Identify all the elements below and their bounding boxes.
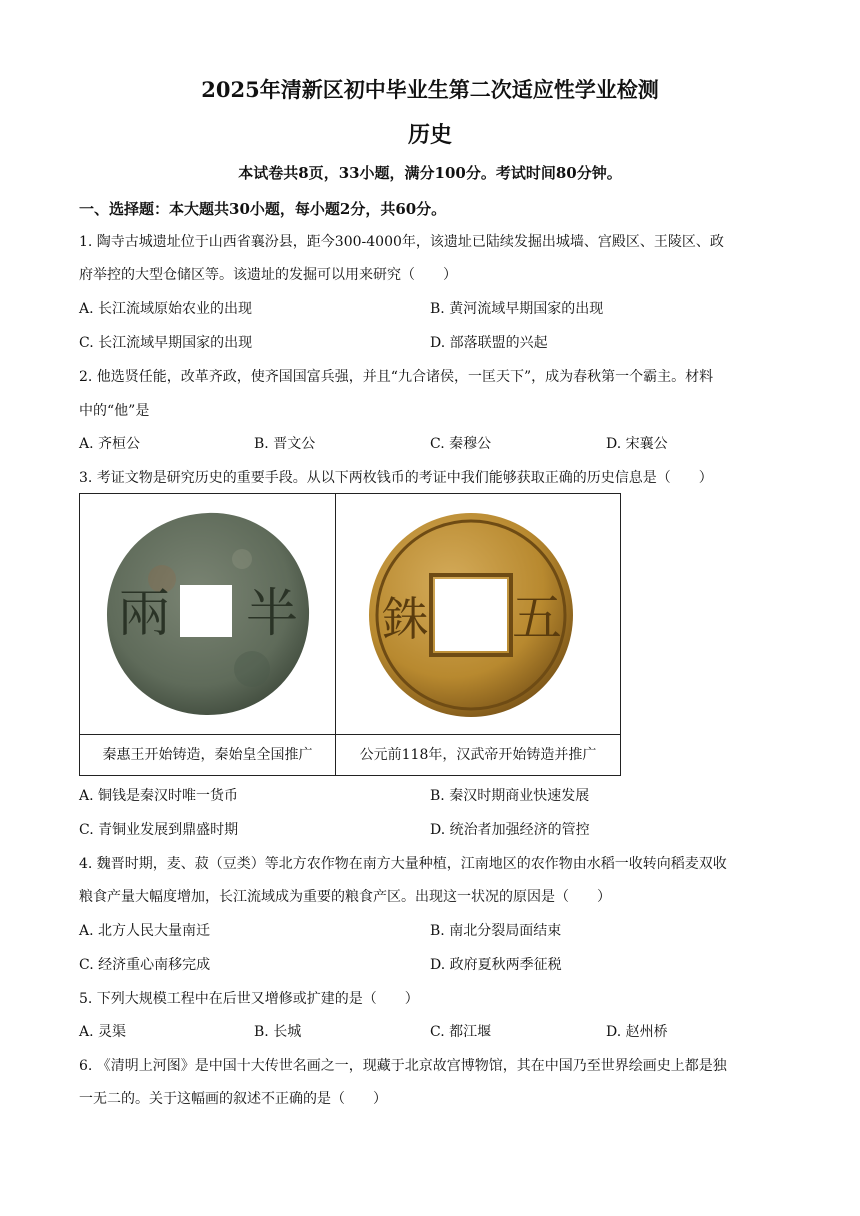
wuzhu-coin-image bbox=[365, 509, 577, 721]
section-heading: 一、选择题：本大题共30小题，每小题2分，共60分。 bbox=[79, 200, 447, 218]
question-text: 5. 下列大规模工程中在后世又增修或扩建的是（ ） bbox=[79, 991, 419, 1007]
question-text: 4. 魏晋时期，麦、菽（豆类）等北方农作物在南方大量种植，江南地区的农作物由水稻一收转向稻麦双收 bbox=[79, 856, 727, 872]
option-b: B. 长城 bbox=[254, 1024, 302, 1040]
option-c: C. 长江流域早期国家的出现 bbox=[79, 335, 253, 351]
option-c: C. 经济重心南移完成 bbox=[79, 957, 211, 973]
option-b: B. 秦汉时期商业快速发展 bbox=[430, 788, 590, 804]
banliang-coin-image bbox=[102, 509, 314, 721]
question-text: 粮食产量大幅度增加，长江流域成为重要的粮食产区。出现这一状况的原因是（ ） bbox=[79, 889, 611, 905]
option-d: D. 宋襄公 bbox=[606, 436, 668, 452]
option-b: B. 南北分裂局面结束 bbox=[430, 923, 562, 939]
coin-character: 五 bbox=[512, 589, 562, 647]
question-text: 2. 他选贤任能，改革齐政，使齐国国富兵强，并且“九合诸侯，一匡天下”，成为春秋第一个霸主。材料 bbox=[79, 369, 714, 385]
question-text: 一无二的。关于这幅画的叙述不正确的是（ ） bbox=[79, 1091, 387, 1107]
option-a: A. 北方人民大量南迁 bbox=[79, 923, 211, 939]
coin-character: 銖 bbox=[382, 592, 428, 646]
option-a: A. 齐桓公 bbox=[79, 436, 141, 452]
option-d: D. 统治者加强经济的管控 bbox=[430, 822, 590, 838]
question-text: 3. 考证文物是研究历史的重要手段。从以下两枚钱币的考证中我们能够获取正确的历史信息是（ ） bbox=[79, 470, 713, 486]
question-text: 1. 陶寺古城遗址位于山西省襄汾县，距今300-4000年，该遗址已陆续发掘出城墙、宫殿区、王陵区、政 bbox=[79, 234, 724, 250]
option-d: D. 政府夏秋两季征税 bbox=[430, 957, 562, 973]
question-text: 府举控的大型仓储区等。该遗址的发掘可以用来研究（ ） bbox=[79, 267, 457, 283]
option-a: A. 铜钱是秦汉时唯一货币 bbox=[79, 788, 239, 804]
coin-caption: 公元前118年，汉武帝开始铸造并推广 bbox=[359, 747, 597, 763]
option-b: B. 晋文公 bbox=[254, 436, 316, 452]
question-text: 中的“他”是 bbox=[79, 403, 150, 419]
option-c: C. 青铜业发展到鼎盛时期 bbox=[79, 822, 239, 838]
option-d: D. 部落联盟的兴起 bbox=[430, 335, 548, 351]
option-a: A. 长江流域原始农业的出现 bbox=[79, 301, 253, 317]
exam-info: 本试卷共8页，33小题，满分100分。考试时间80分钟。 bbox=[238, 164, 622, 182]
option-b: B. 黄河流域早期国家的出现 bbox=[430, 301, 604, 317]
question-text: 6. 《清明上河图》是中国十大传世名画之一，现藏于北京故宫博物馆，其在中国乃至世界绘画史上都是独 bbox=[79, 1058, 727, 1074]
option-d: D. 赵州桥 bbox=[606, 1024, 668, 1040]
coin-caption: 秦惠王开始铸造，秦始皇全国推广 bbox=[102, 747, 313, 763]
table-divider bbox=[335, 494, 336, 775]
coin-table bbox=[79, 493, 621, 776]
coin-character: 半 bbox=[245, 584, 299, 644]
option-c: C. 秦穆公 bbox=[430, 436, 492, 452]
option-a: A. 灵渠 bbox=[79, 1024, 127, 1040]
coin-character: 兩 bbox=[117, 584, 171, 644]
option-c: C. 都江堰 bbox=[430, 1024, 492, 1040]
exam-subject: 历史 bbox=[407, 122, 452, 148]
exam-title: 2025年清新区初中毕业生第二次适应性学业检测 bbox=[201, 77, 659, 102]
